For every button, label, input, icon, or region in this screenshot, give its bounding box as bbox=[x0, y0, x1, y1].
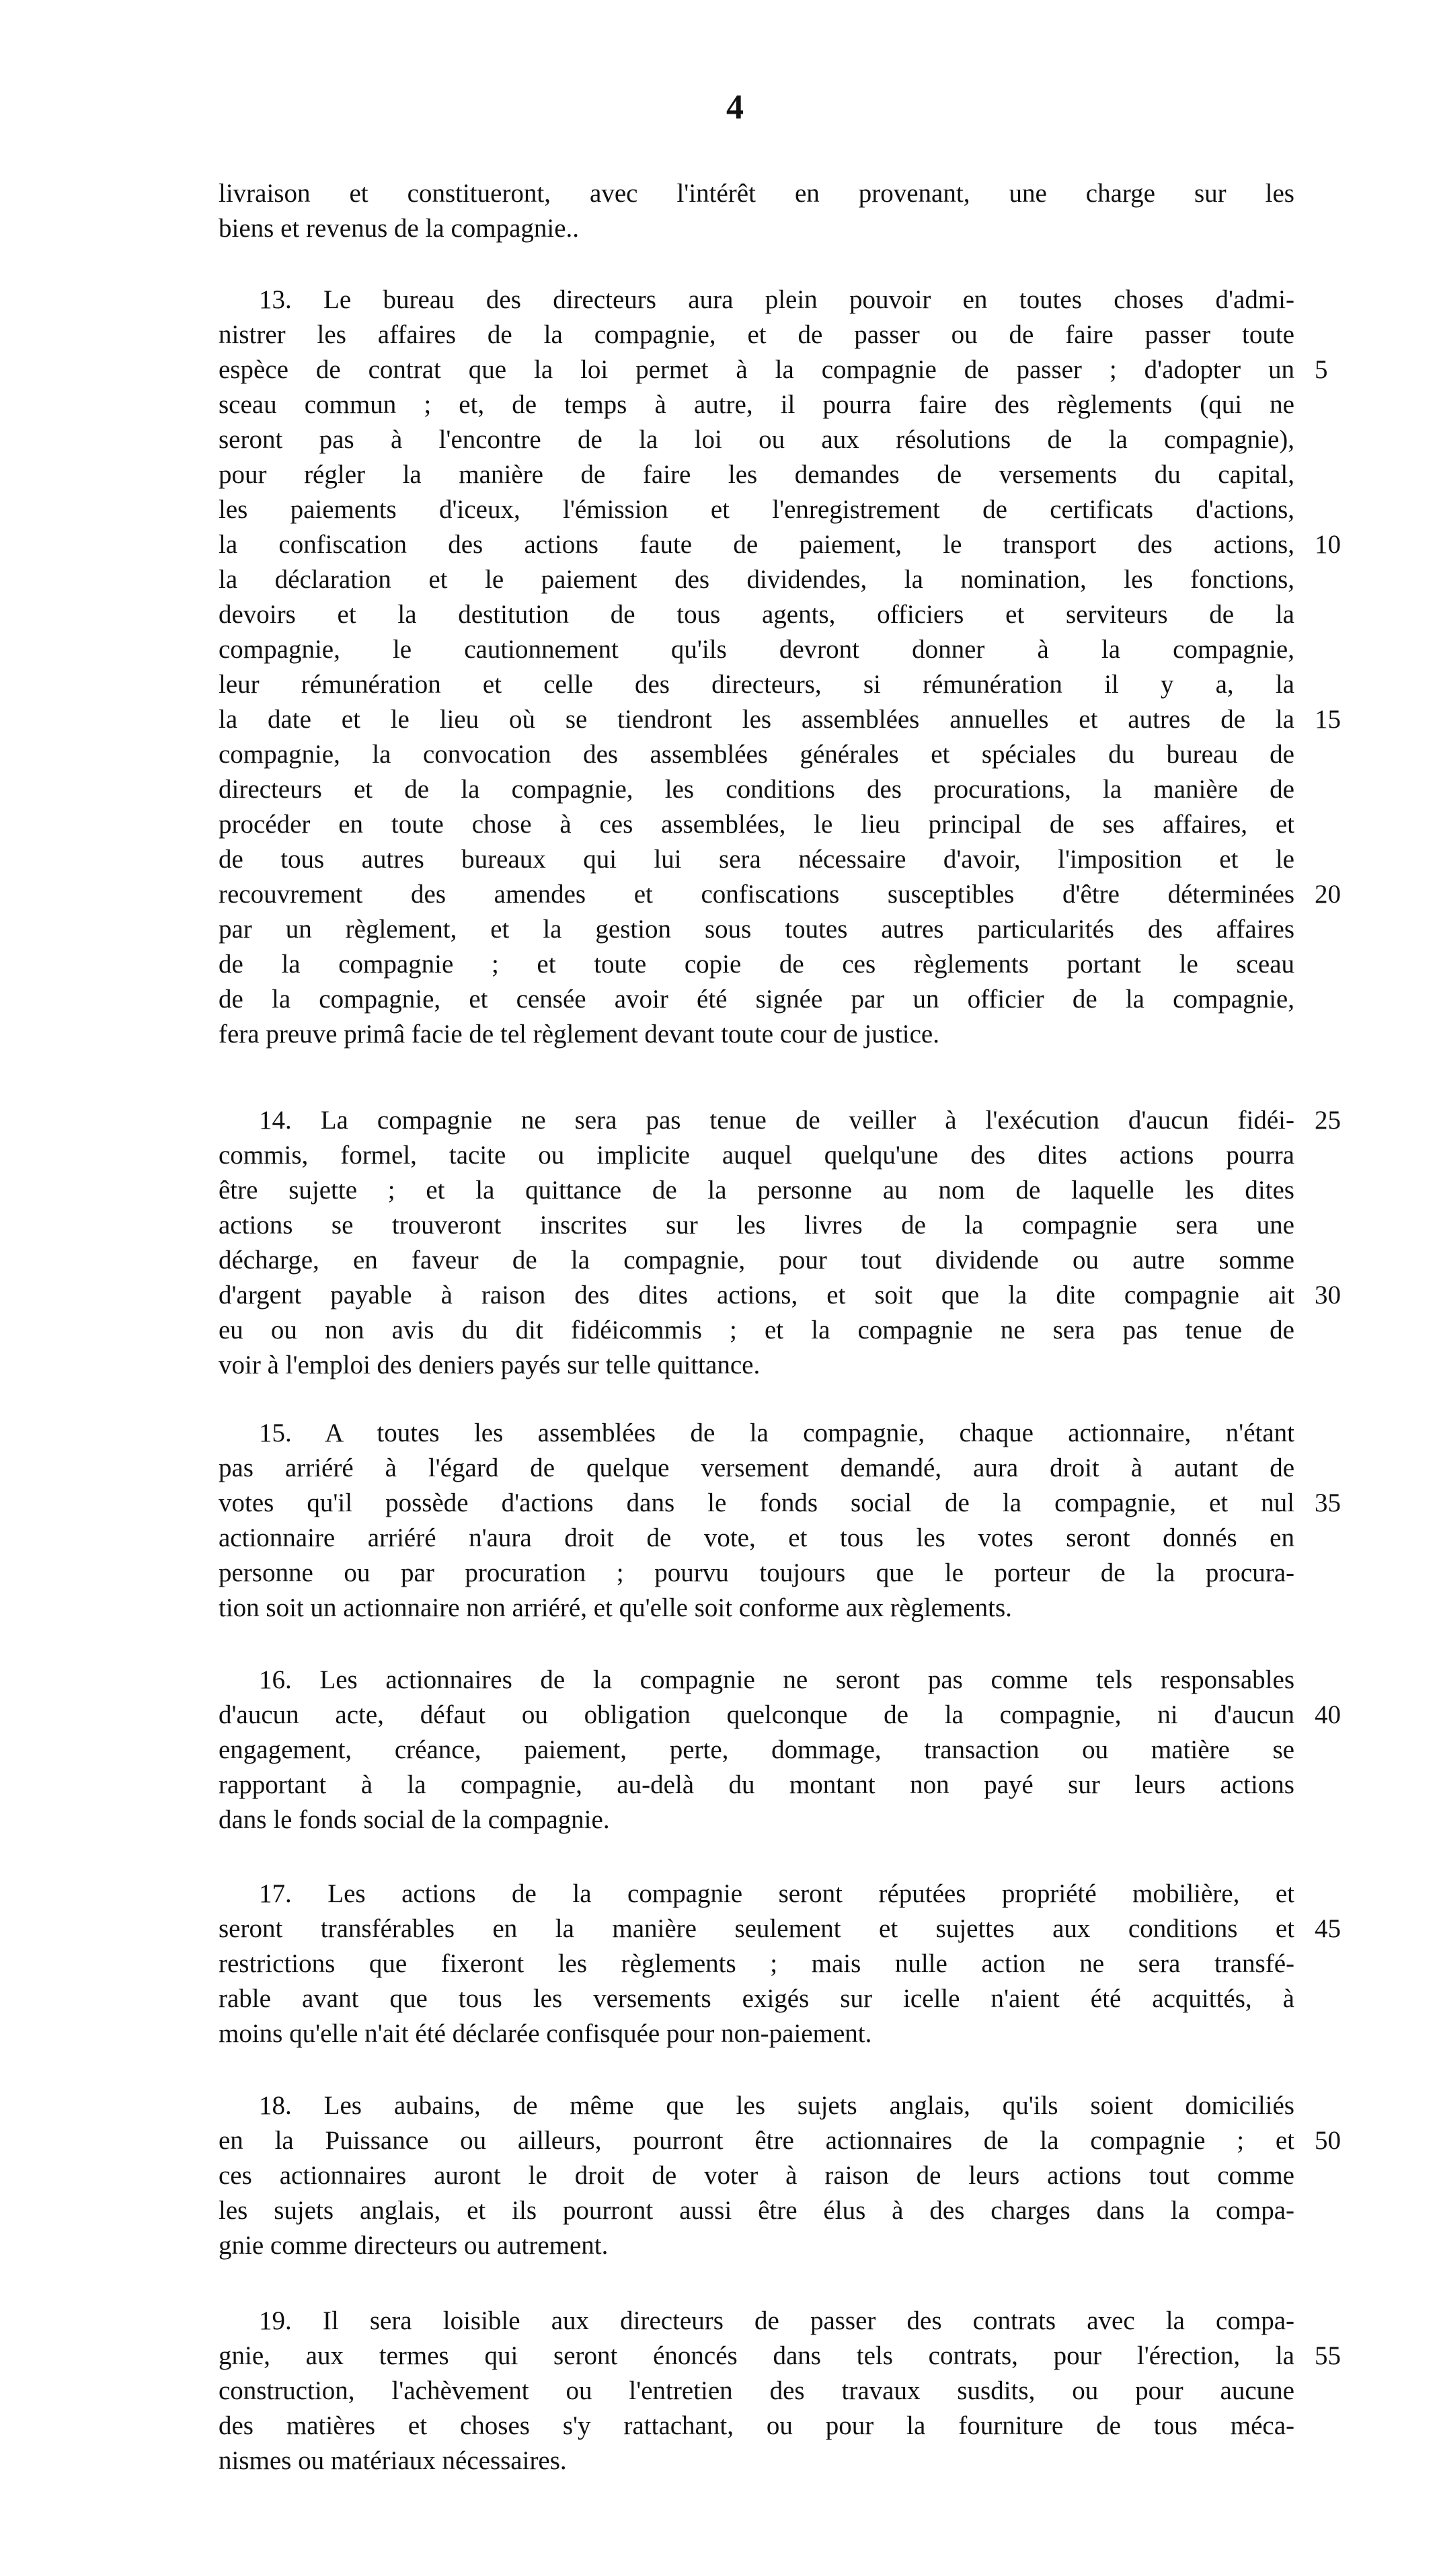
text-line: biens et revenus de la compagnie.. bbox=[219, 214, 580, 243]
text-line: rapportant à la compagnie, au-delà du montant non payé sur leurs actions bbox=[219, 1770, 1294, 1799]
line-number: 20 bbox=[1315, 880, 1341, 909]
text-line: 15. A toutes les assemblées de la compagnie, chaque actionnaire, n'étant bbox=[259, 1418, 1294, 1447]
text-line: être sujette ; et la quittance de la personne au nom de laquelle les dites bbox=[219, 1176, 1294, 1205]
text-line: la date et le lieu où se tiendront les assemblées annuelles et autres de la bbox=[219, 705, 1294, 734]
text-line: seront transférables en la manière seulement et sujettes aux conditions et bbox=[219, 1914, 1294, 1943]
text-line: rable avant que tous les versements exigés sur icelle n'aient été acquittés, à bbox=[219, 1984, 1294, 2013]
text-line: construction, l'achèvement ou l'entretien des travaux susdits, ou pour aucune bbox=[219, 2376, 1294, 2405]
text-line: pas arriéré à l'égard de quelque versement demandé, aura droit à autant de bbox=[219, 1453, 1294, 1482]
text-line: les sujets anglais, et ils pourront aussi être élus à des charges dans la compa- bbox=[219, 2196, 1294, 2225]
line-number: 40 bbox=[1315, 1700, 1341, 1729]
text-line: de la compagnie, et censée avoir été signée par un officier de la compagnie, bbox=[219, 985, 1294, 1014]
text-line: personne ou par procuration ; pourvu toujours que le porteur de la procura- bbox=[219, 1558, 1294, 1587]
line-number: 35 bbox=[1315, 1488, 1341, 1517]
text-line: nismes ou matériaux nécessaires. bbox=[219, 2446, 567, 2475]
text-line: fera preuve primâ facie de tel règlement devant toute cour de justice. bbox=[219, 1020, 939, 1049]
text-line: des matières et choses s'y rattachant, ou pour la fourniture de tous méca- bbox=[219, 2411, 1294, 2440]
page-number: 4 bbox=[726, 88, 744, 126]
text-line: sceau commun ; et, de temps à autre, il pourra faire des règlements (qui ne bbox=[219, 390, 1294, 419]
text-line: gnie, aux termes qui seront énoncés dans tels contrats, pour l'érection, la bbox=[219, 2341, 1294, 2370]
line-number: 25 bbox=[1315, 1106, 1341, 1135]
text-line: restrictions que fixeront les règlements ; mais nulle action ne sera transfé- bbox=[219, 1949, 1294, 1978]
text-line: eu ou non avis du dit fidéicommis ; et la compagnie ne sera pas tenue de bbox=[219, 1316, 1294, 1344]
text-line: commis, formel, tacite ou implicite auquel quelqu'une des dites actions pourra bbox=[219, 1141, 1294, 1170]
text-line: la confiscation des actions faute de paiement, le transport des actions, bbox=[219, 530, 1294, 559]
text-line: espèce de contrat que la loi permet à la compagnie de passer ; d'adopter un bbox=[219, 355, 1294, 384]
text-line: de tous autres bureaux qui lui sera nécessaire d'avoir, l'imposition et le bbox=[219, 845, 1294, 874]
line-number: 45 bbox=[1315, 1914, 1341, 1943]
text-line: la déclaration et le paiement des dividendes, la nomination, les fonctions, bbox=[219, 565, 1294, 594]
text-line: par un règlement, et la gestion sous toutes autres particularités des affaires bbox=[219, 915, 1294, 944]
text-line: 14. La compagnie ne sera pas tenue de veiller à l'exécution d'aucun fidéi- bbox=[259, 1106, 1294, 1135]
text-line: livraison et constitueront, avec l'intérêt en provenant, une charge sur les bbox=[219, 179, 1294, 208]
text-line: votes qu'il possède d'actions dans le fonds social de la compagnie, et nul bbox=[219, 1488, 1294, 1517]
text-line: de la compagnie ; et toute copie de ces règlements portant le sceau bbox=[219, 950, 1294, 979]
text-line: 18. Les aubains, de même que les sujets anglais, qu'ils soient domiciliés bbox=[259, 2091, 1294, 2120]
text-line: leur rémunération et celle des directeurs, si rémunération il y a, la bbox=[219, 670, 1294, 699]
text-line: devoirs et la destitution de tous agents, officiers et serviteurs de la bbox=[219, 600, 1294, 629]
line-number: 30 bbox=[1315, 1281, 1341, 1310]
text-line: actionnaire arriéré n'aura droit de vote, et tous les votes seront donnés en bbox=[219, 1523, 1294, 1552]
text-line: d'aucun acte, défaut ou obligation quelconque de la compagnie, ni d'aucun bbox=[219, 1700, 1294, 1729]
text-line: décharge, en faveur de la compagnie, pour tout dividende ou autre somme bbox=[219, 1246, 1294, 1275]
line-number: 55 bbox=[1315, 2341, 1341, 2370]
text-line: procéder en toute chose à ces assemblées, le lieu principal de ses affaires, et bbox=[219, 810, 1294, 839]
text-line: d'argent payable à raison des dites actions, et soit que la dite compagnie ait bbox=[219, 1281, 1294, 1310]
line-number: 15 bbox=[1315, 705, 1341, 734]
text-line: pour régler la manière de faire les demandes de versements du capital, bbox=[219, 460, 1294, 489]
text-line: ces actionnaires auront le droit de voter à raison de leurs actions tout comme bbox=[219, 2161, 1294, 2190]
text-line: actions se trouveront inscrites sur les livres de la compagnie sera une bbox=[219, 1211, 1294, 1240]
text-line: recouvrement des amendes et confiscations susceptibles d'être déterminées bbox=[219, 880, 1294, 909]
text-line: directeurs et de la compagnie, les conditions des procurations, la manière de bbox=[219, 775, 1294, 804]
text-line: tion soit un actionnaire non arriéré, et qu'elle soit conforme aux règlements. bbox=[219, 1593, 1012, 1622]
text-line: compagnie, le cautionnement qu'ils devront donner à la compagnie, bbox=[219, 635, 1294, 664]
line-number: 50 bbox=[1315, 2126, 1341, 2155]
text-line: en la Puissance ou ailleurs, pourront être actionnaires de la compagnie ; et bbox=[219, 2126, 1294, 2155]
line-number: 5 bbox=[1315, 355, 1328, 384]
text-line: les paiements d'iceux, l'émission et l'enregistrement de certificats d'actions, bbox=[219, 495, 1294, 524]
text-line: 17. Les actions de la compagnie seront réputées propriété mobilière, et bbox=[259, 1879, 1294, 1908]
line-number: 10 bbox=[1315, 530, 1341, 559]
text-line: engagement, créance, paiement, perte, dommage, transaction ou matière se bbox=[219, 1735, 1294, 1764]
text-line: dans le fonds social de la compagnie. bbox=[219, 1805, 610, 1834]
text-line: moins qu'elle n'ait été déclarée confisquée pour non-paiement. bbox=[219, 2019, 872, 2048]
text-line: voir à l'emploi des deniers payés sur telle quittance. bbox=[219, 1351, 761, 1379]
text-line: 19. Il sera loisible aux directeurs de passer des contrats avec la compa- bbox=[259, 2306, 1294, 2335]
text-line: 16. Les actionnaires de la compagnie ne seront pas comme tels responsables bbox=[259, 1665, 1294, 1694]
text-line: 13. Le bureau des directeurs aura plein pouvoir en toutes choses d'admi- bbox=[259, 285, 1294, 314]
text-line: nistrer les affaires de la compagnie, et de passer ou de faire passer toute bbox=[219, 320, 1294, 349]
text-line: seront pas à l'encontre de la loi ou aux résolutions de la compagnie), bbox=[219, 425, 1294, 454]
text-line: gnie comme directeurs ou autrement. bbox=[219, 2231, 609, 2260]
text-line: compagnie, la convocation des assemblées générales et spéciales du bureau de bbox=[219, 740, 1294, 769]
